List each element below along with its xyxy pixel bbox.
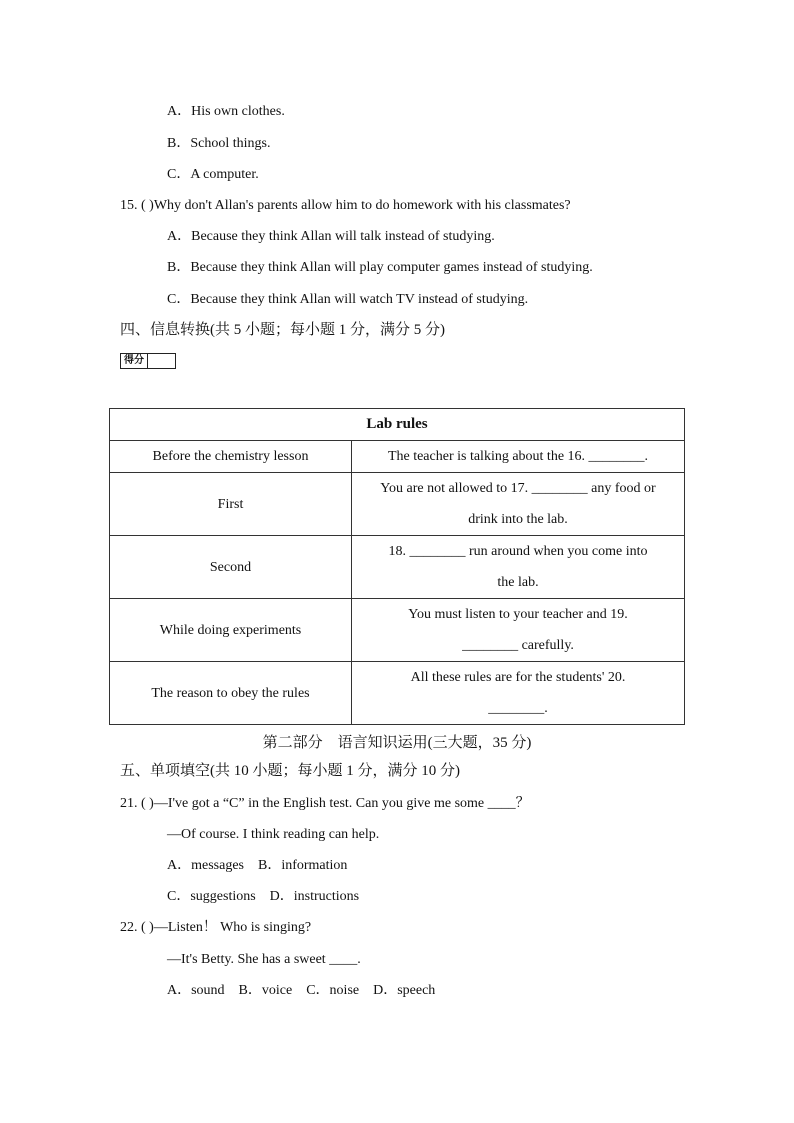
row-content (352, 473, 685, 536)
table-row (110, 441, 685, 473)
q14-option-c: C．A computer. (167, 167, 259, 182)
q15-option-b: B．Because they think Allan will play computer games instead of studying. (167, 260, 593, 275)
row-content-line: ________. (488, 701, 548, 716)
part2-title: 第二部分 语言知识运用(三大题，35 分) (262, 735, 532, 751)
row-content-line: the lab. (497, 575, 539, 590)
q21-options-2: C．suggestions D．instructions (167, 889, 360, 904)
row-content (352, 536, 685, 599)
q15-option-c: C．Because they think Allan will watch TV instead of studying. (167, 292, 529, 307)
row-label: While doing experiments (110, 599, 352, 662)
row-label: First (110, 473, 352, 536)
q22-reply: —It's Betty. She has a sweet ____. (167, 952, 361, 967)
row-label: The reason to obey the rules (110, 662, 352, 725)
q21-reply: —Of course. I think reading can help. (167, 827, 380, 842)
q15-stem: 15. ( )Why don't Allan's parents allow him to do homework with his classmates? (120, 198, 571, 213)
row-label: Second (110, 536, 352, 599)
section4-title: 四、信息转换(共 5 小题；每小题 1 分，满分 5 分) (120, 322, 445, 338)
row-label: Before the chemistry lesson (110, 441, 352, 473)
q14-option-a: A．His own clothes. (167, 104, 285, 119)
table-title: Lab rules (110, 409, 685, 441)
q15-option-a: A．Because they think Allan will talk instead of studying. (167, 229, 495, 244)
row-content-line: You are not allowed to 17. ________ any food or (380, 481, 656, 496)
q22-options: A．sound B．voice C．noise D．speech (167, 983, 436, 998)
table-row (110, 536, 685, 599)
score-box (120, 353, 176, 369)
score-label: 得分 (121, 354, 148, 368)
row-content (352, 599, 685, 662)
section5-title: 五、单项填空(共 10 小题；每小题 1 分，满分 10 分) (120, 763, 460, 779)
q21-stem: 21. ( )—I've got a “C” in the English test. Can you give me some ____？ (120, 796, 530, 811)
score-blank[interactable] (148, 354, 175, 368)
q21-options-1: A．messages B．information (167, 858, 348, 873)
table-row (110, 662, 685, 725)
row-content-line: You must listen to your teacher and 19. (408, 607, 628, 622)
row-content (352, 662, 685, 725)
row-content-line: 18. ________ run around when you come into (388, 544, 648, 559)
table-row (110, 599, 685, 662)
table-row (110, 473, 685, 536)
row-content: The teacher is talking about the 16. ________. (352, 441, 685, 473)
row-content-line: All these rules are for the students' 20. (410, 670, 626, 685)
q14-option-b: B．School things. (167, 136, 271, 151)
lab-rules-table (109, 408, 685, 725)
q22-stem: 22. ( )—Listen！ Who is singing? (120, 920, 312, 935)
row-content-line: ________ carefully. (462, 638, 574, 653)
row-content-line: drink into the lab. (468, 512, 568, 527)
